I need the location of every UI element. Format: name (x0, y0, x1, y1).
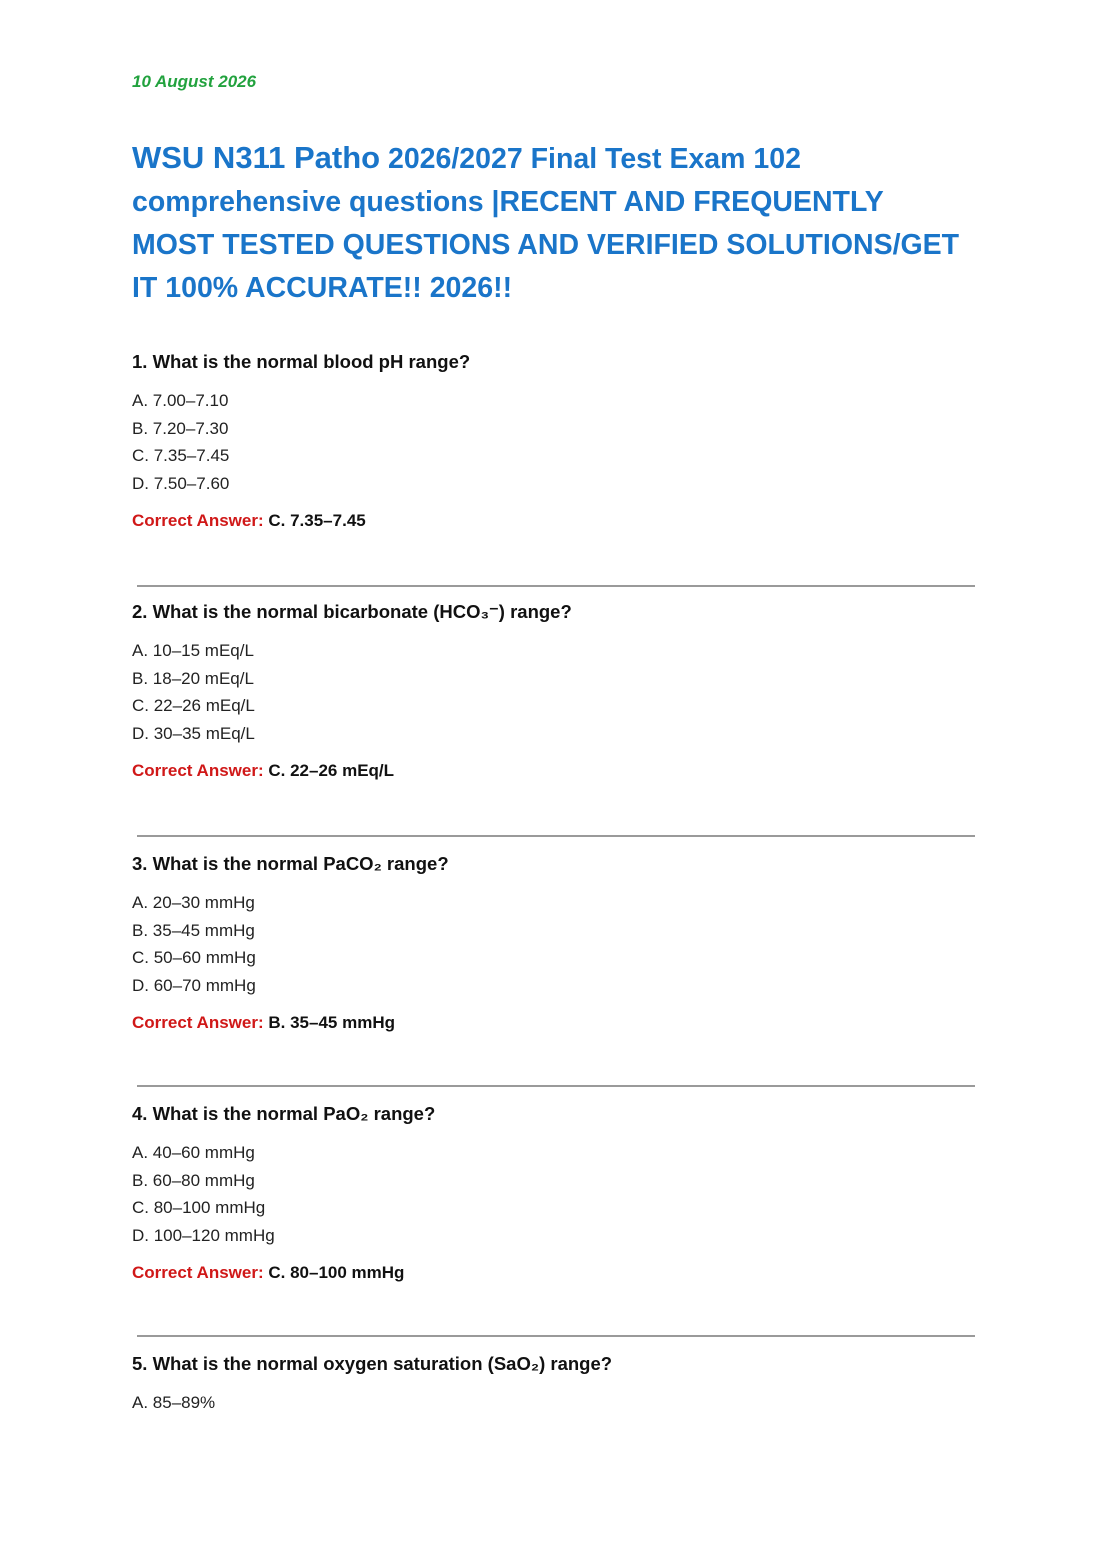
question-block (132, 601, 977, 781)
option: A. 7.00–7.10 (132, 391, 229, 410)
question-block (132, 853, 977, 1033)
title-rest: 2026/2027 Final Test Exam 102 comprehensive questions |RECENT AND FREQUENTLY MOST TESTED QUESTIONS AND VERIFIED SOLUTIONS/GET IT 100% ACCURATE!! 2026!! (132, 143, 960, 304)
question-text: 4. What is the normal PaO₂ range? (132, 1103, 436, 1124)
correct-answer (132, 761, 977, 781)
option: C. 80–100 mmHg (132, 1198, 266, 1217)
option: B. 35–45 mmHg (132, 920, 255, 940)
option: A. 20–30 mmHg (132, 893, 255, 912)
correct-answer-value: C. 7.35–7.45 (268, 511, 366, 530)
correct-answer (132, 1263, 977, 1283)
option: D. 7.50–7.60 (132, 473, 230, 493)
document-date: 10 August 2026 (132, 72, 257, 91)
option: D. 30–35 mEq/L (132, 723, 255, 743)
correct-answer-label: Correct Answer: (132, 1013, 264, 1032)
option: B. 60–80 mmHg (132, 1170, 255, 1190)
divider (137, 585, 975, 587)
option: C. 7.35–7.45 (132, 446, 230, 465)
document-title (132, 136, 972, 310)
correct-answer (132, 1013, 977, 1033)
option: C. 50–60 mmHg (132, 948, 256, 967)
question-block (132, 351, 977, 531)
divider (137, 835, 975, 837)
correct-answer-value: B. 35–45 mmHg (268, 1013, 395, 1032)
option: A. 85–89% (132, 1393, 216, 1412)
correct-answer-label: Correct Answer: (132, 1263, 264, 1282)
correct-answer-value: C. 22–26 mEq/L (268, 761, 395, 780)
question-text: 2. What is the normal bicarbonate (HCO₃⁻) range? (132, 601, 572, 622)
divider (137, 1085, 975, 1087)
correct-answer-label: Correct Answer: (132, 511, 264, 530)
option: C. 22–26 mEq/L (132, 696, 255, 715)
option: A. 40–60 mmHg (132, 1143, 255, 1162)
option: B. 7.20–7.30 (132, 418, 229, 438)
correct-answer-value: C. 80–100 mmHg (268, 1263, 405, 1282)
correct-answer (132, 511, 977, 531)
option: B. 18–20 mEq/L (132, 668, 254, 688)
question-text: 3. What is the normal PaCO₂ range? (132, 853, 449, 874)
option: D. 100–120 mmHg (132, 1225, 275, 1245)
question-text: 1. What is the normal blood pH range? (132, 351, 471, 372)
question-block (132, 1103, 977, 1283)
title-lead: WSU N311 Patho (132, 140, 381, 175)
option: D. 60–70 mmHg (132, 975, 256, 995)
divider (137, 1335, 975, 1337)
option: A. 10–15 mEq/L (132, 641, 254, 660)
question-text: 5. What is the normal oxygen saturation (SaO₂) range? (132, 1353, 613, 1374)
question-block (132, 1353, 977, 1417)
correct-answer-label: Correct Answer: (132, 761, 264, 780)
